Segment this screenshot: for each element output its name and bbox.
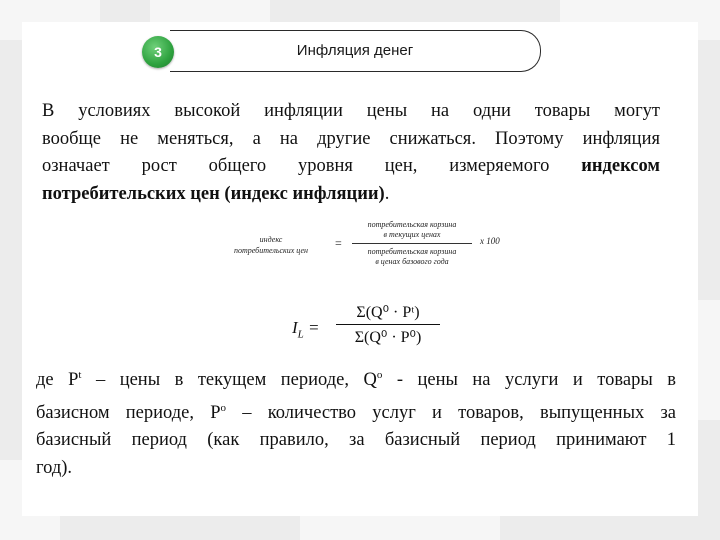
sup-o-2: o bbox=[220, 401, 227, 414]
def-line-1-c: - цены на услуги и товары в bbox=[382, 370, 676, 390]
laspeyres-lhs bbox=[292, 318, 320, 340]
slide-title: Инфляция денег bbox=[296, 42, 414, 59]
intro-line-2: вообще не меняться, а на другие снижаться. Поэтому инфляция bbox=[42, 128, 660, 149]
definitions-paragraph bbox=[36, 362, 676, 482]
def-line-1 bbox=[36, 362, 676, 395]
lhs-equals: = bbox=[303, 318, 320, 337]
laspeyres-fraction-bar bbox=[336, 324, 440, 325]
lhs-line-2: потребительских цен bbox=[233, 246, 309, 255]
lhs-line-1: индекс bbox=[259, 235, 283, 244]
sup-o: o bbox=[376, 369, 383, 381]
intro-line-3 bbox=[42, 153, 660, 181]
denominator-line-1: потребительская корзина bbox=[367, 247, 457, 256]
def-line-1-a: де P bbox=[36, 370, 79, 390]
def-line-4: год). bbox=[36, 457, 73, 478]
slide-header bbox=[170, 30, 541, 72]
verbal-formula-fraction bbox=[352, 220, 472, 267]
slide-number-badge: 3 bbox=[142, 36, 174, 68]
slide-card bbox=[22, 22, 698, 516]
laspeyres-formula bbox=[292, 302, 452, 358]
def-line-2-a: базисном периоде, P bbox=[36, 402, 221, 423]
intro-line-3-text: означает рост общего уровня цен, измеряемого bbox=[42, 156, 582, 176]
verbal-formula bbox=[230, 220, 520, 294]
lhs-symbol: I bbox=[292, 318, 298, 337]
laspeyres-numerator: Σ(Q⁰ · Pᵗ) bbox=[356, 304, 420, 321]
def-line-2 bbox=[36, 395, 676, 428]
verbal-formula-equals: = bbox=[335, 236, 342, 250]
numerator-line-2: в текущих ценах bbox=[383, 230, 441, 239]
denominator-line-2: в ценах базового года bbox=[375, 257, 449, 266]
sup-t: t bbox=[78, 369, 82, 381]
fraction-bar bbox=[352, 243, 472, 244]
def-line-2-b: – количество услуг и товаров, выпущенных за bbox=[226, 402, 676, 423]
intro-line-4 bbox=[42, 181, 660, 209]
laspeyres-denominator: Σ(Q⁰ · P⁰) bbox=[354, 329, 422, 346]
term-index: индексом bbox=[581, 156, 660, 176]
intro-paragraph bbox=[42, 98, 660, 208]
lhs-subscript: L bbox=[297, 328, 304, 341]
intro-line-1: В условиях высокой инфляции цены на одни товары могут bbox=[42, 101, 660, 121]
intro-line-4-end: . bbox=[384, 183, 390, 204]
def-line-1-b: – цены в текущем периоде, Q bbox=[81, 370, 377, 390]
term-cpi: потребительских цен (индекс инфляции) bbox=[42, 183, 385, 204]
numerator-line-1: потребительская корзина bbox=[367, 220, 457, 229]
def-line-3: базисный период (как правило, за базисный период принимают 1 bbox=[36, 430, 676, 450]
verbal-formula-lhs bbox=[230, 234, 312, 256]
verbal-formula-multiplier: х 100 bbox=[480, 236, 500, 246]
laspeyres-fraction bbox=[336, 302, 440, 347]
